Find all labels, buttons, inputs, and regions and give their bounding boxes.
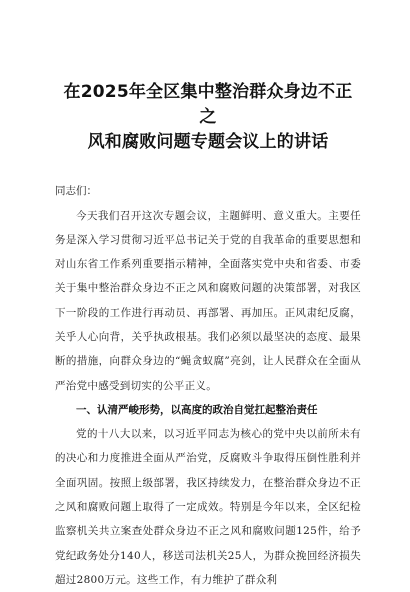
title-line-1: 在2025年全区集中整治群众身边不正之 — [63, 82, 353, 127]
paragraph-section-1: 党的十八大以来，以习近平同志为核心的党中央以前所未有的决心和力度推进全面从严治党，反腐败斗争取得压倒性胜利并全面巩固。按照上级部署，我区持续发力，在整治群众身边不正之风和腐败问题上取得了一定成效。特别是今年以来，全区纪检监察机关共立案查处群众身边不正之风和腐败问题125件，给予党纪政务处分140人，移送司法机关25人，为群众挽回经济损失超过2800万元。这些工作，有力维护了群众利 — [55, 428, 361, 586]
section-heading-1: 一、认清严峻形势，以高度的政治自觉扛起整治责任 — [76, 403, 318, 416]
title-line-2: 风和腐败问题专题会议上的讲话 — [87, 132, 329, 152]
document-title — [55, 80, 361, 155]
paragraph-intro: 今天我们召开这次专题会议，主题鲜明、意义重大。主要任务是深入学习贯彻习近平总书记关于党的自我革命的重要思想和对山东省工作系列重要指示精神，全面落实党中央和省委、市委关于集中整治群众身边不正之风和腐败问题的决策部署，对我区下一阶段的工作进行再动员、再部署、再加压。正风肃纪反腐，关乎人心向背，关乎执政根基。我们必须以最坚决的态度、最果断的措施，向群众身边的“蝇贪蚁腐”亮剑，让人民群众在全面从严治党中感受到切实的公平正义。 — [55, 209, 361, 392]
salutation: 同志们： — [55, 185, 97, 197]
